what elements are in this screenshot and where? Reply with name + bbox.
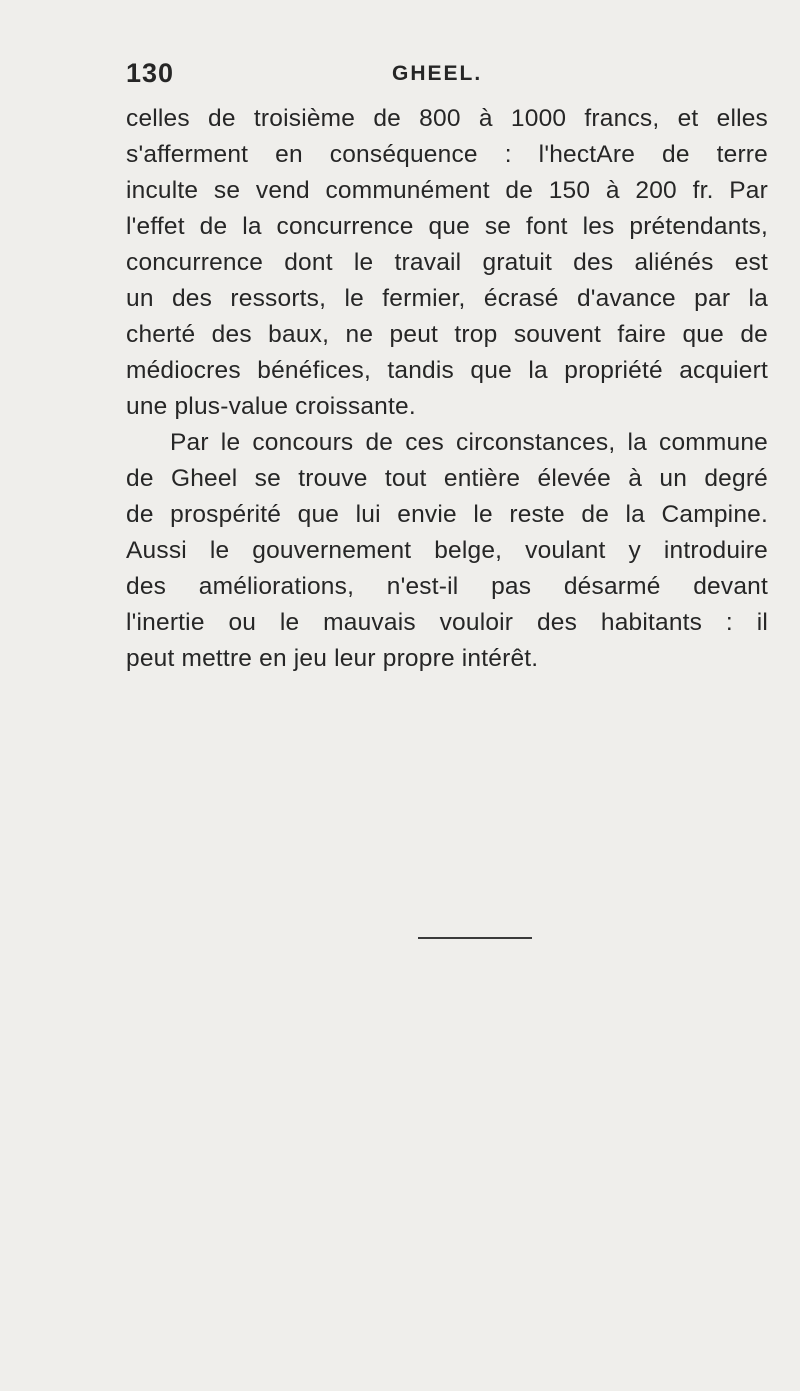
section-divider [418,937,532,939]
text-line: concurrence dont le travail gratuit des aliénés est [126,249,768,276]
text-line: Aussi le gouvernement belge, voulant y introduire [126,537,768,564]
text-line: de Gheel se trouve tout entière élevée à un degré [126,465,768,492]
text-line: Par le concours de ces circonstances, la commune [170,429,768,456]
text-line: l'inertie ou le mauvais vouloir des habitants : il [126,609,768,636]
text-line: inculte se vend communément de 150 à 200 fr. Par [126,177,768,204]
text-line: médiocres bénéfices, tandis que la propriété acquiert [126,357,768,384]
text-line: cherté des baux, ne peut trop souvent faire que de [126,321,768,348]
running-head [126,58,766,88]
running-title: GHEEL. [392,62,483,85]
text-line: celles de troisième de 800 à 1000 francs, et elles [126,105,768,132]
page-number: 130 [126,58,175,88]
text-line: de prospérité que lui envie le reste de la Campine. [126,501,768,528]
body-text [126,101,768,677]
text-line: s'afferment en conséquence : l'hectAre de terre [126,141,768,168]
text-line: l'effet de la concurrence que se font les prétendants, [126,213,768,240]
text-line: un des ressorts, le fermier, écrasé d'avance par la [126,285,768,312]
text-line: une plus-value croissante. [126,393,416,420]
text-line: peut mettre en jeu leur propre intérêt. [126,645,539,672]
text-line: des améliorations, n'est-il pas désarmé devant [126,573,768,600]
